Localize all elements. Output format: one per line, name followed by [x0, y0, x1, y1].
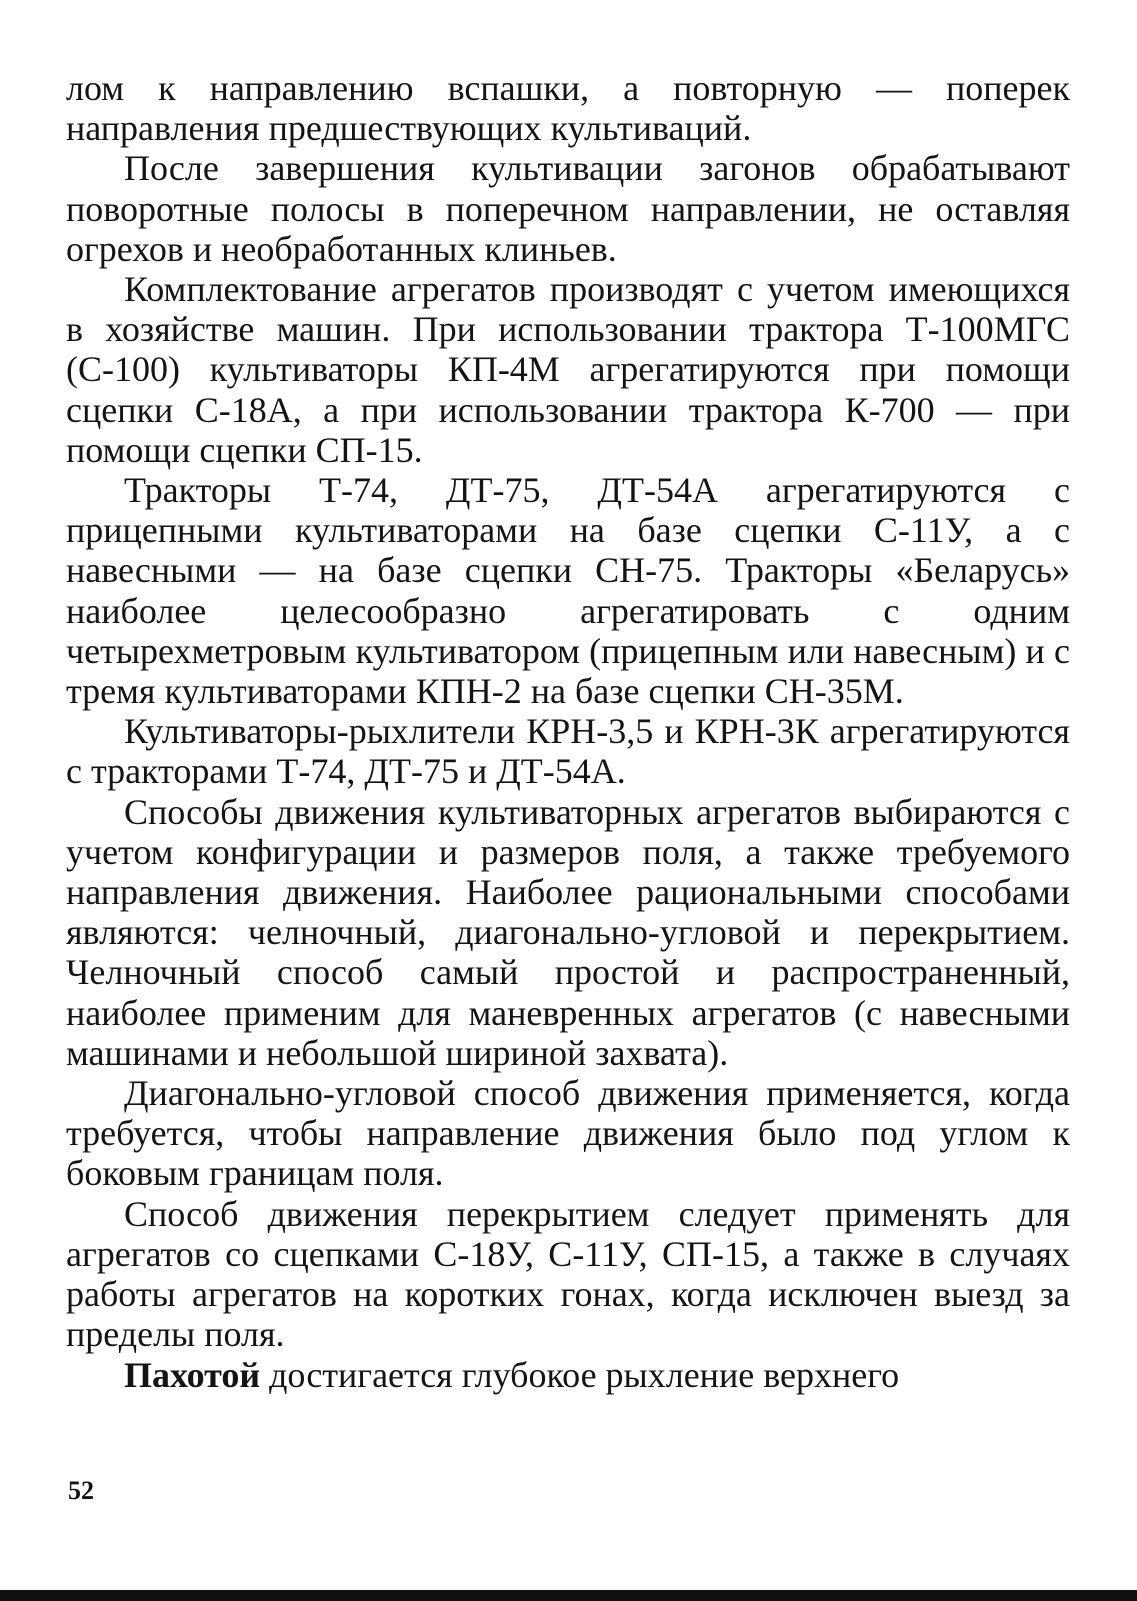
paragraph: После завершения культивации загонов обрабатывают поворотные полосы в поперечном направлении, не оставляя огрехов и необработанных клиньев. [66, 148, 1070, 269]
bold-term: Пахотой [124, 1354, 261, 1395]
paragraph: Диагонально-угловой способ движения применяется, когда требуется, чтобы направление движения было под углом к боковым границам поля. [66, 1073, 1070, 1194]
paragraph: Тракторы Т-74, ДТ-75, ДТ-54А агрегатируются с прицепными культиваторами на базе сцепки С-11У, а с навесными — на базе сцепки СН-75. Тракторы «Беларусь» наиболее целесообразно агрегатировать с одним четырехметровым культиватором (прицепным или навесным) и с тремя культиваторами КПН-2 на базе сцепки СН-35М. [66, 470, 1070, 712]
scan-edge [0, 1590, 1137, 1601]
body-text [66, 68, 1070, 1395]
paragraph-last [66, 1355, 1070, 1395]
paragraph: лом к направлению вспашки, а повторную — поперек направления предшествующих культиваций. [66, 68, 1070, 149]
paragraph: Способы движения культиваторных агрегатов выбираются с учетом конфигурации и размеров поля, а также требуемого направления движения. Наиболее рациональными способами являются: челночный, диагонально-угловой и перекрытием. Челночный способ самый простой и распространенный, наиболее применим для маневренных агрегатов (с навесными машинами и небольшой шириной захвата). [66, 791, 1070, 1073]
paragraph-text: достигается глубокое рыхление верхнего [260, 1354, 900, 1395]
page-number: 52 [68, 1476, 94, 1505]
paragraph: Комплектование агрегатов производят с учетом имеющихся в хозяйстве машин. При использовании трактора Т-100МГС (С-100) культиваторы КП-4М агрегатируются при помощи сцепки С-18А, а при использовании трактора К-700 — при помощи сцепки СП-15. [66, 269, 1070, 470]
paragraph: Культиваторы-рыхлители КРН-3,5 и КРН-3К агрегатируются с тракторами Т-74, ДТ-75 и ДТ-54А. [66, 711, 1070, 792]
paragraph: Способ движения перекрытием следует применять для агрегатов со сцепками С-18У, С-11У, СП-15, а также в случаях работы агрегатов на коротких гонах, когда исключен выезд за пределы поля. [66, 1193, 1070, 1355]
